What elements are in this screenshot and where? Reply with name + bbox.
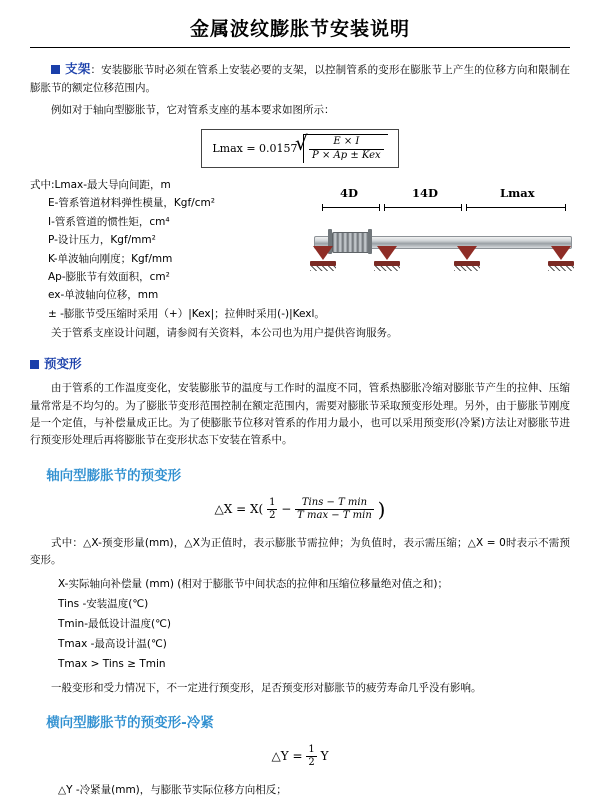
dimension-label-4d: 4D	[340, 186, 358, 200]
bracket-paragraph-1: 安装膨胀节时必须在管系上安装必要的支架，以控制管系的变形在膨胀节上产生的位移方向和限制在膨胀节的额定位移范围内。	[30, 64, 571, 94]
axial-temp-den: T max − T min	[297, 509, 372, 521]
support-anchor-4	[548, 246, 574, 266]
support-anchor-2	[374, 246, 400, 266]
lateral-predeform-heading: 横向型膨胀节的预变形-冷紧	[46, 714, 214, 731]
formula-lmax-denominator: P × Ap ± Kex	[312, 149, 381, 161]
dimension-line-14d	[384, 207, 462, 208]
page-title: 金属波纹膨胀节安装说明	[189, 18, 410, 40]
lateral-formula	[30, 741, 570, 772]
predeform-section-label: 预变形	[44, 356, 82, 372]
axial-closing-note: 一般变形和受力情况下，不一定进行预变形，足否预变形对膨胀节的疲劳寿命几乎没有影响。	[51, 681, 482, 694]
definition-item: Ap-膨胀节有效面积，cm²	[48, 270, 170, 283]
definition-item: ex-单波轴向位移，mm	[48, 289, 159, 302]
axial-formula-lhs: △X = X(	[214, 501, 264, 516]
axial-half-num: 1	[269, 496, 276, 508]
lateral-note: △Y -冷紧量(mm)，与膨胀节实际位移方向相反；	[58, 783, 287, 796]
lateral-formula-box	[264, 741, 337, 772]
axial-half-den: 2	[269, 509, 276, 521]
bracket-paragraph-2: 例如对于轴向型膨胀节，它对管系支座的基本要求如图所示：	[51, 103, 335, 116]
lateral-formula-rhs: Y	[320, 748, 329, 763]
support-anchor-1	[310, 246, 336, 266]
axial-formula-rhs: )	[377, 497, 386, 522]
axial-note-item: X-实际轴向补偿量 (mm) (相对于膨胀节中间状态的拉伸和压缩位移量绝对值之和)；	[58, 578, 448, 591]
bellows-icon	[332, 232, 370, 253]
predeform-section-head	[30, 354, 570, 374]
axial-note-item: Tmax > Tins ≥ Tmin	[58, 657, 166, 670]
axial-formula-half	[267, 497, 277, 522]
definition-item: ± -膨胀节受压缩时采用（+）|Kex|；拉伸时采用(-)|Kexl。	[48, 307, 325, 320]
blue-square-icon	[51, 65, 60, 74]
dimension-label-lmax: Lmax	[500, 186, 535, 200]
formula-lmax-fraction	[309, 136, 384, 162]
definitions-and-figure	[30, 176, 570, 323]
axial-note-list	[30, 575, 570, 673]
definition-item: E-管系管道材料弹性模量，Kgf/cm²	[48, 197, 215, 210]
lateral-formula-lhs: △Y =	[271, 748, 303, 763]
formula-lmax	[30, 129, 570, 168]
formula-lmax-lhs: Lmax = 0.0157	[212, 142, 298, 155]
formula-lmax-box	[201, 129, 398, 168]
axial-predeform-heading: 轴向型膨胀节的预变形	[46, 467, 182, 484]
pipe-assembly	[304, 216, 576, 278]
dimension-line-lmax	[466, 207, 566, 208]
diagram-dimension-labels	[304, 186, 576, 204]
expansion-joint-diagram	[304, 186, 576, 278]
lateral-half-num: 1	[308, 743, 315, 755]
support-hatching	[310, 266, 336, 271]
definition-item: 式中:Lmax-最大导向间距，m	[30, 179, 171, 191]
lateral-formula-half	[306, 744, 316, 769]
definition-item: I-管系管道的惯性矩，cm⁴	[48, 215, 170, 228]
dimension-line-4d	[322, 207, 380, 208]
support-triangle-icon	[377, 246, 397, 260]
lateral-half-den: 2	[308, 756, 315, 768]
predeform-paragraph: 由于管系的工作温度变化，安装膨胀节的温度与工作时的温度不同，管系热膨胀冷缩对膨胀节产生的拉伸、压缩量常常是不均匀的。为了膨胀节变形范围控制在额定范围内，需要对膨胀节采取预变形处理。另外，由于膨胀节刚度是一个定值，与补偿量成正比。为了使膨胀节位移对管系的作用力最小，也可以采用预变形(冷紧)方法让对膨胀节进行预变形处理后再将膨胀节在变形状态下安装在管系中。	[30, 382, 570, 447]
bracket-section-intro: 支架：安装膨胀节时必须在管系上安装必要的支架，以控制管系的变形在膨胀节上产生的位移方向和限制在膨胀节的额定位移范围内。	[30, 61, 571, 94]
definition-item: K-单波轴向刚度；Kgf/mm	[48, 252, 173, 265]
formula-lmax-numerator: √ E × I	[309, 136, 384, 150]
axial-formula-temp-fraction	[295, 497, 374, 522]
document-body	[0, 58, 600, 799]
axial-note-item: Tmin-最低设计温度(℃)	[58, 617, 171, 630]
axial-formula-box	[207, 494, 394, 525]
axial-note-item: Tins -安装温度(℃)	[58, 598, 149, 611]
support-triangle-icon	[313, 246, 333, 260]
document-page	[0, 14, 600, 796]
support-hatching	[374, 266, 400, 271]
definition-item: P-设计压力，Kgf/mm²	[48, 234, 156, 247]
sqrt-icon	[303, 134, 388, 163]
axial-note-item: Tmax -最高设计温(℃)	[58, 637, 167, 650]
flange-right	[368, 229, 372, 254]
support-hatching	[454, 266, 480, 271]
title-divider	[30, 47, 570, 48]
blue-square-icon	[30, 360, 39, 369]
bracket-section-label: 支架	[65, 61, 91, 76]
diagram-dimension-lines	[304, 204, 576, 212]
support-service-note: 关于管系支座设计问题，请参阅有关资料，本公司也为用户提供咨询服务。	[51, 327, 398, 339]
axial-note-intro: 式中：△X-预变形量(mm)，△X为正值时，表示膨胀节需拉伸；为负值时，表示需压缩；△X = 0时表示不需预变形。	[30, 536, 570, 566]
support-anchor-3	[454, 246, 480, 266]
support-hatching	[548, 266, 574, 271]
support-triangle-icon	[457, 246, 477, 260]
dimension-label-14d: 14D	[412, 186, 438, 200]
axial-formula-minus: −	[281, 501, 292, 516]
support-triangle-icon	[551, 246, 571, 260]
axial-formula	[30, 494, 570, 525]
axial-temp-num: Tins − T min	[295, 497, 374, 510]
